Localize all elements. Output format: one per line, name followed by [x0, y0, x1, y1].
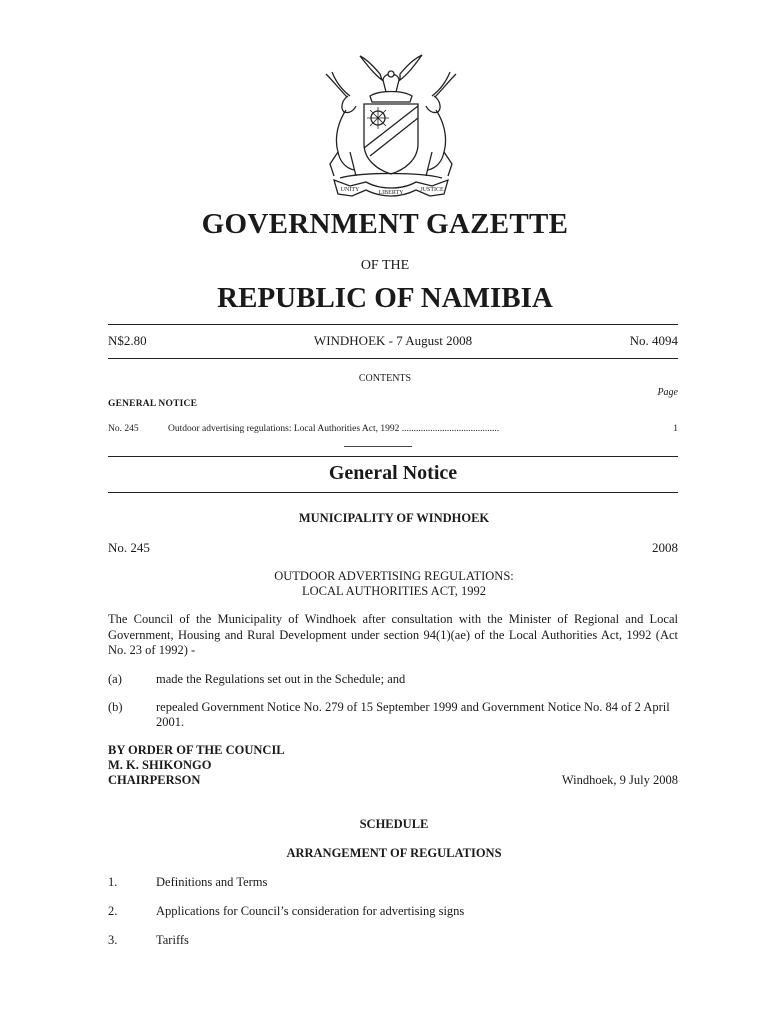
notice-year: 2008: [652, 540, 678, 555]
header-rule-bottom: [108, 358, 678, 359]
signature-block: [108, 743, 285, 788]
header-rule-top: [108, 324, 678, 325]
gazette-title-of-the: OF THE: [360, 258, 410, 273]
toc-entry-number: No. 245: [108, 424, 139, 434]
contents-divider: [344, 446, 412, 447]
schedule-item-number: 2.: [108, 904, 118, 918]
notice-rule-bottom: [108, 492, 678, 493]
schedule-item-number: 3.: [108, 933, 118, 947]
place-date: WINDHOEK - 7 August 2008: [313, 333, 473, 348]
gazette-title: GOVERNMENT GAZETTE: [201, 208, 569, 240]
notice-item: [108, 700, 678, 732]
notice-item-text: repealed Government Notice No. 279 of 15 September 1999 and Government Notice No. 84 of 2 April 2001.: [156, 700, 670, 729]
motto-unity: UNITY: [340, 187, 360, 193]
motto-liberty: LIBERTY: [378, 190, 404, 196]
schedule-item-number: 1.: [108, 875, 118, 889]
notice-authority: MUNICIPALITY OF WINDHOEK: [298, 511, 490, 525]
notice-rule-top: [108, 456, 678, 457]
notice-number: No. 245: [108, 540, 150, 555]
signature-date: Windhoek, 9 July 2008: [561, 773, 678, 787]
signature-name: M. K. SHIKONGO: [108, 758, 212, 772]
toc-entry-page: 1: [673, 424, 678, 434]
schedule-item: [108, 904, 678, 920]
notice-item: [108, 672, 678, 688]
regulation-title-line1: OUTDOOR ADVERTISING REGULATIONS:: [274, 569, 514, 583]
price: N$2.80: [108, 333, 147, 348]
toc-entry-title: Outdoor advertising regulations: Local Authorities Act, 1992 .........................................: [168, 424, 500, 434]
contents-page-label: Page: [657, 387, 678, 398]
notice-item-label: (a): [108, 672, 122, 686]
motto-justice: JUSTICE: [420, 187, 444, 193]
contents-heading: CONTENTS: [358, 373, 412, 384]
regulation-title: [0, 569, 770, 599]
schedule-subheading: ARRANGEMENT OF REGULATIONS: [286, 846, 502, 860]
regulation-title-line2: LOCAL AUTHORITIES ACT, 1992: [301, 584, 487, 598]
schedule-item-text: Tariffs: [156, 933, 189, 947]
notice-item-label: (b): [108, 700, 123, 714]
signature-order-line: BY ORDER OF THE COUNCIL: [108, 743, 285, 757]
gazette-title-republic: REPUBLIC OF NAMIBIA: [217, 282, 553, 314]
schedule-item: [108, 875, 678, 891]
namibia-coat-of-arms: [320, 52, 462, 197]
schedule-item: [108, 933, 678, 949]
schedule-item-text: Applications for Council’s consideration for advertising signs: [156, 904, 465, 918]
schedule-heading: SCHEDULE: [359, 817, 429, 831]
signature-title: CHAIRPERSON: [108, 773, 201, 787]
contents-section: GENERAL NOTICE: [108, 399, 198, 409]
issue-number: No. 4094: [629, 333, 678, 348]
schedule-item-text: Definitions and Terms: [156, 875, 268, 889]
notice-preamble: The Council of the Municipality of Windhoek after consultation with the Minister of Regional and Local Government, Housing and Rural Development under section 94(1)(ae) of the Local Authorities Act, 1992 (Act No. 23 of 1992) -: [108, 612, 678, 657]
notice-section-title: General Notice: [328, 462, 458, 484]
notice-item-text: made the Regulations set out in the Schedule; and: [156, 672, 406, 686]
